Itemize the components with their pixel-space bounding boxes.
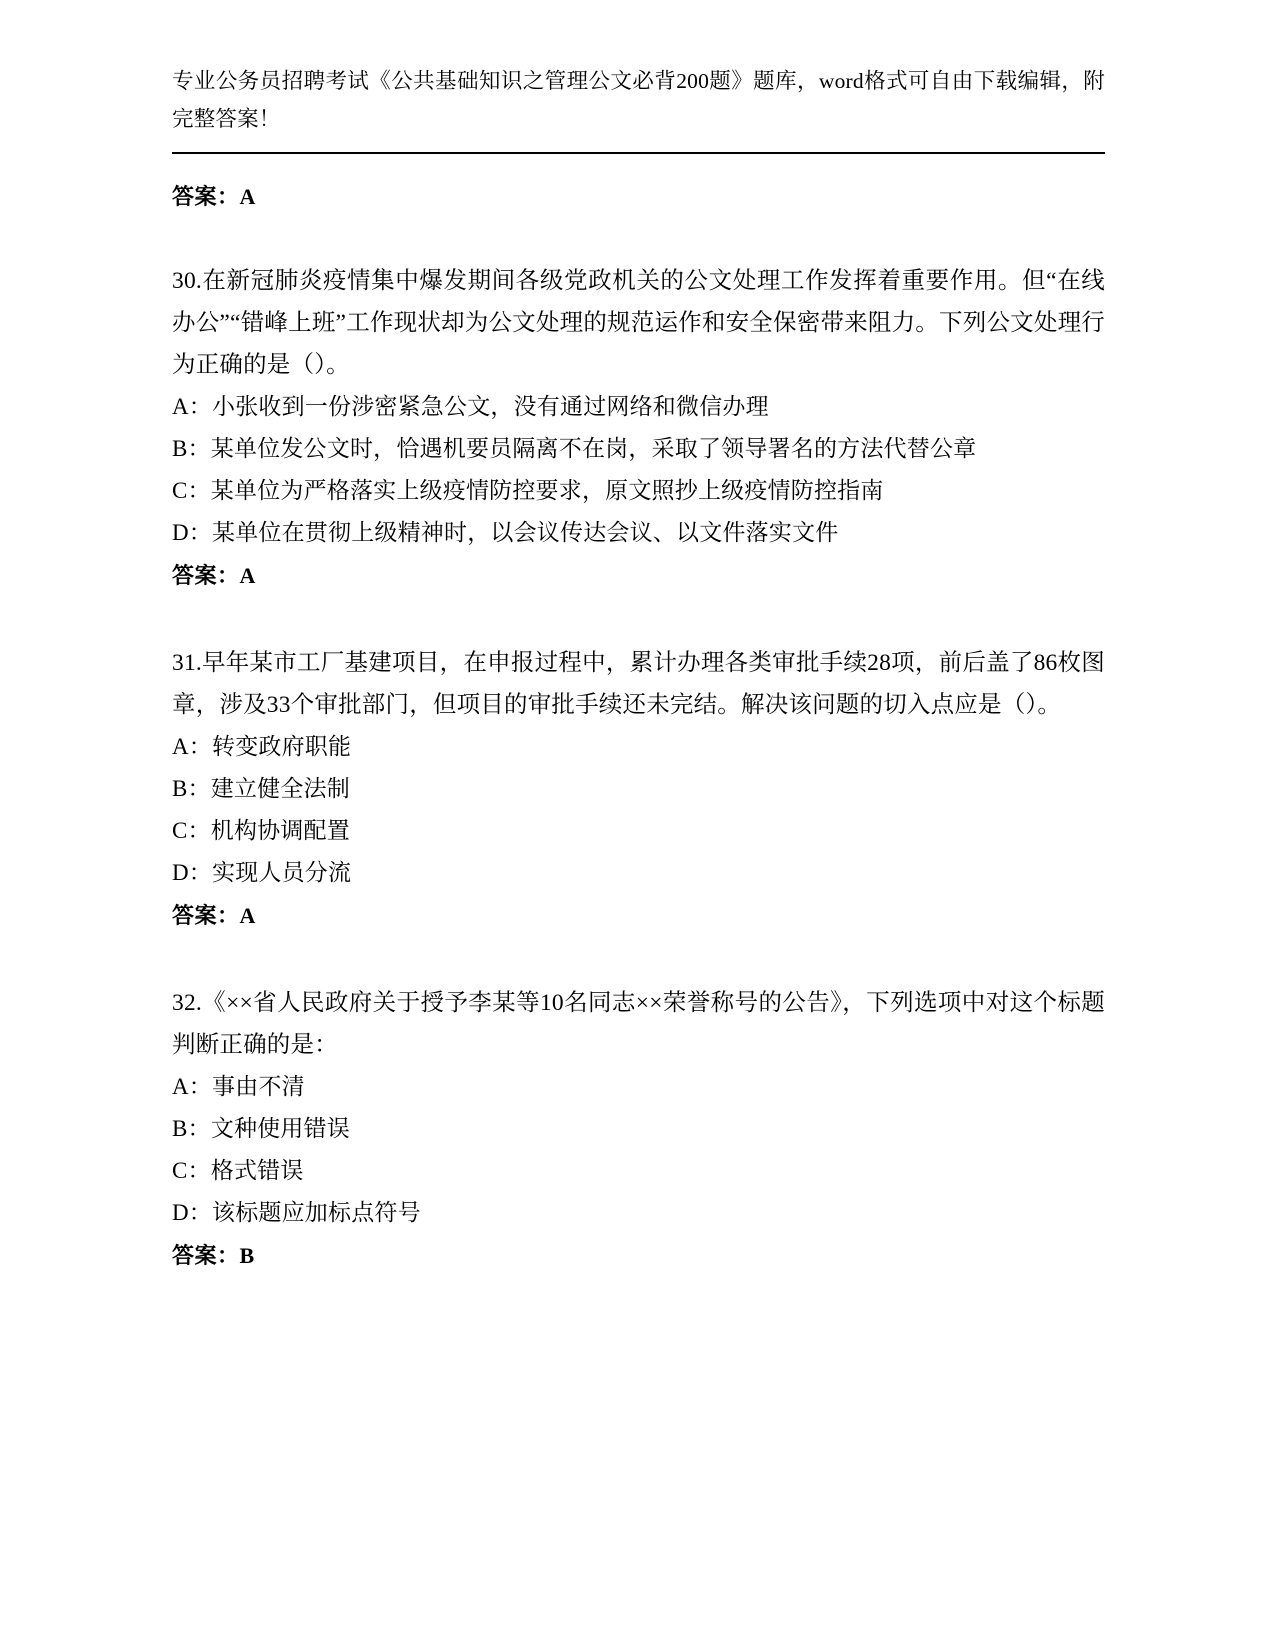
answer-value: A	[239, 563, 256, 588]
answer-value: B	[239, 1243, 255, 1268]
option-d: D：该标题应加标点符号	[172, 1200, 421, 1225]
option-c: C：机构协调配置	[172, 818, 350, 843]
answer-value: A	[239, 903, 256, 928]
option-a: A：事由不清	[172, 1074, 305, 1099]
option-b: B：文种使用错误	[172, 1116, 350, 1141]
option-d: D：某单位在贯彻上级精神时，以会议传达会议、以文件落实文件	[172, 520, 839, 545]
question-text: 早年某市工厂基建项目，在申报过程中，累计办理各类审批手续28项，前后盖了86枚图章，涉及33个审批部门，但项目的审批手续还未完结。解决该问题的切入点应是（）。	[172, 650, 1105, 718]
option-b: B：某单位发公文时，恰遇机要员隔离不在岗，采取了领导署名的方法代替公章	[172, 436, 977, 461]
question-text: 在新冠肺炎疫情集中爆发期间各级党政机关的公文处理工作发挥着重要作用。但“在线办公”“错峰上班”工作现状却为公文处理的规范运作和安全保密带来阻力。下列公文处理行为正确的是（）。	[172, 268, 1105, 378]
answer-line	[172, 896, 1105, 936]
question-stem	[172, 982, 1105, 1066]
header-divider	[172, 152, 1105, 154]
option-c: C：某单位为严格落实上级疫情防控要求，原文照抄上级疫情防控指南	[172, 478, 884, 503]
answer-label: 答案：	[172, 903, 240, 928]
question-block	[172, 642, 1105, 936]
answer-value: A	[239, 184, 256, 209]
question-stem	[172, 260, 1105, 386]
answer-label: 答案：	[172, 563, 240, 588]
question-number: 32.	[172, 990, 202, 1016]
question-block	[172, 982, 1105, 1276]
option-a: A：转变政府职能	[172, 734, 352, 759]
answer-label: 答案：	[172, 1243, 240, 1268]
answer-line	[172, 556, 1105, 596]
page-header: 专业公务员招聘考试《公共基础知识之管理公文必背200题》题库，word格式可自由下载编辑，附完整答案！	[172, 69, 1105, 131]
answer-line	[172, 1236, 1105, 1276]
option-a: A：小张收到一份涉密紧急公文，没有通过网络和微信办理	[172, 394, 769, 419]
option-d: D：实现人员分流	[172, 860, 352, 885]
option-c: C：格式错误	[172, 1158, 304, 1183]
question-text: 《××省人民政府关于授予李某等10名同志××荣誉称号的公告》，下列选项中对这个标题判断正确的是：	[172, 990, 1105, 1058]
question-number: 30.	[172, 268, 202, 294]
answer-label: 答案：	[172, 184, 240, 209]
option-b: B：建立健全法制	[172, 776, 350, 801]
question-stem	[172, 642, 1105, 726]
question-number: 31.	[172, 650, 202, 676]
answer-line	[172, 180, 1105, 214]
question-block	[172, 260, 1105, 596]
